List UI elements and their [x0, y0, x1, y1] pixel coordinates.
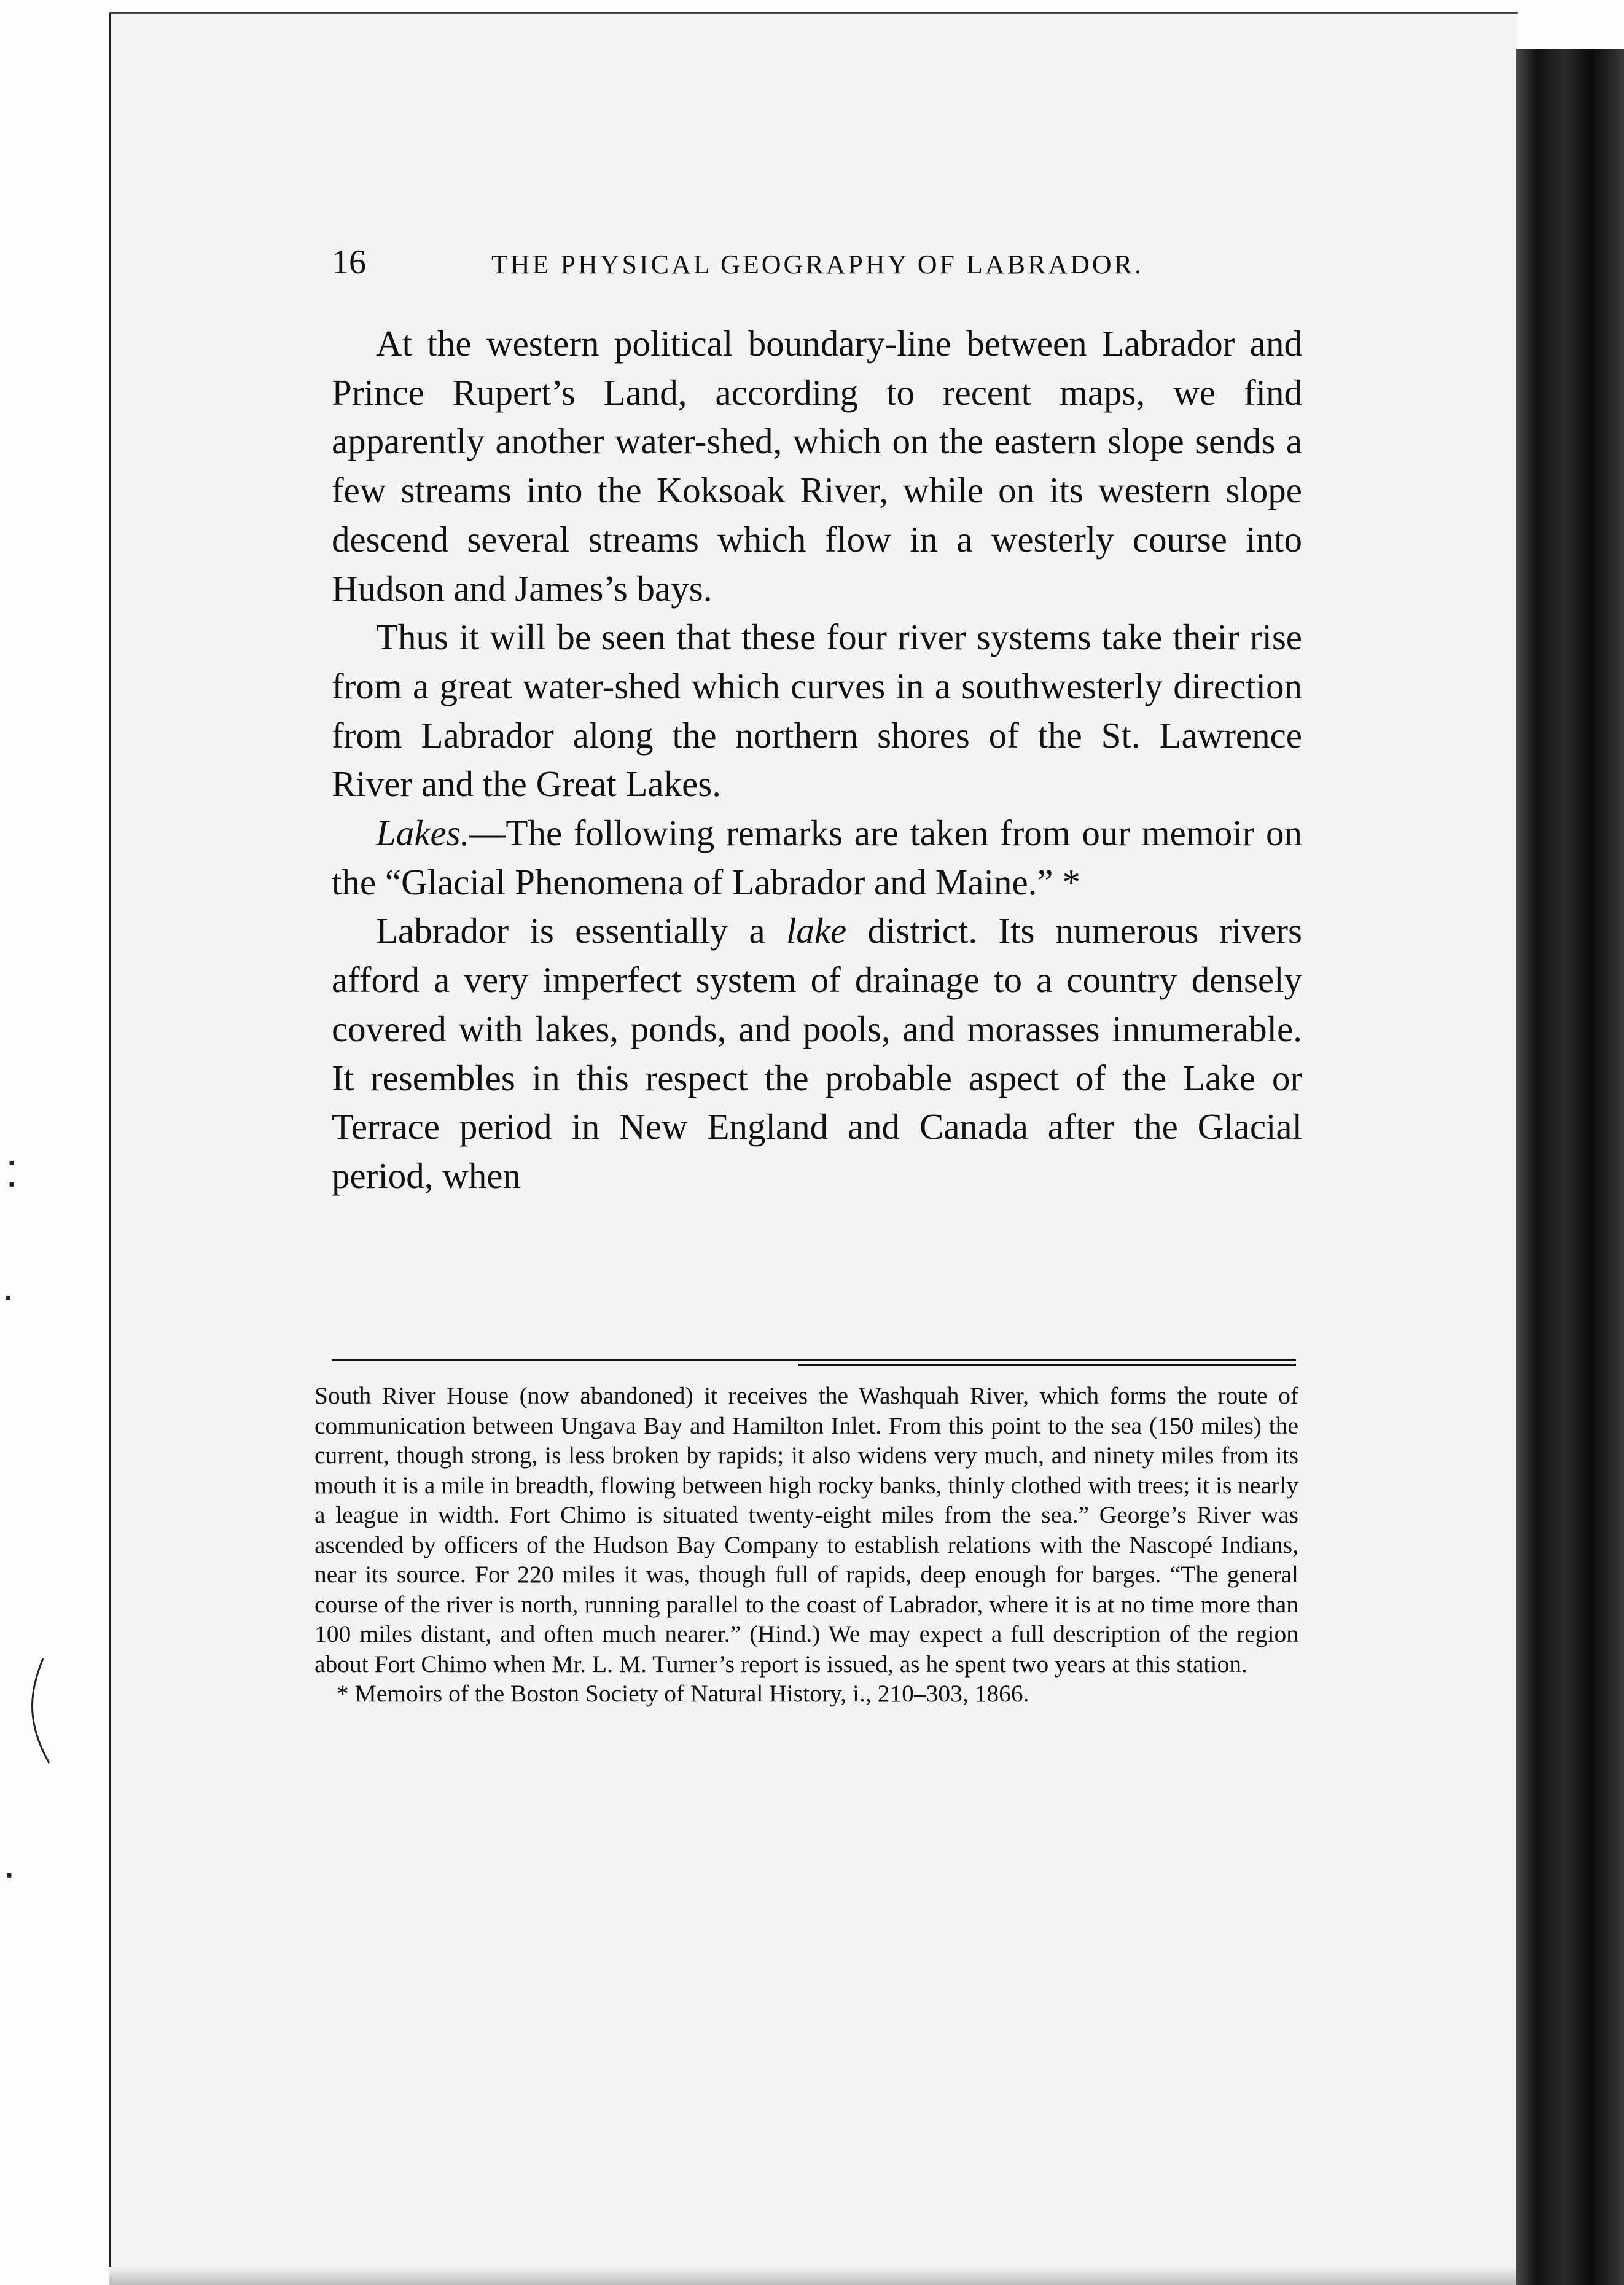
footnotes — [314, 1381, 1298, 1709]
paragraph: At the western political boundary-line between Labrador and Prince Rupert’s Land, according to recent maps, we find apparently another water-shed, which on the eastern slope sends a few streams into the Koksoak River, while on its western slope descend several streams which flow in a westerly course into Hudson and James’s bays. — [332, 323, 1302, 609]
footnote-divider — [332, 1359, 1296, 1361]
page-number: 16 — [332, 243, 366, 281]
section-heading-lakes: Lakes. — [376, 813, 470, 854]
footnote-continued: South River House (now abandoned) it receives the Washquah River, which forms the route of communication between Ungava Bay and Hamilton Inlet. From this point to the sea (150 miles) the current, though strong, is less broken by rapids; it also widens very much, and ninety miles from its mouth it is a mile in breadth, flowing between high rocky banks, thinly clothed with trees; it is nearly a league in width. Fort Chimo is situated twenty-eight miles from the sea.” George’s River was ascended by officers of the Hudson Bay Company to establish relations with the Nascopé Indians, near its source. For 220 miles it was, though full of rapids, deep enough for barges. “The general course of the river is north, running parallel to the coast of Labrador, where it is at no time more than 100 miles distant, and often much nearer.” (Hind.) We may expect a full description of the region about Fort Chimo when Mr. L. M. Turner’s report is issued, as he spent two years at this station. — [314, 1382, 1298, 1678]
running-title: THE PHYSICAL GEOGRAPHY OF LABRADOR. — [491, 249, 1144, 279]
paragraph-lakes — [332, 809, 1302, 907]
paragraph-text: Labrador is essentially a — [376, 910, 786, 951]
scan-speck: ▪ — [5, 1289, 11, 1308]
page-bottom-edge — [109, 2267, 1516, 2285]
paragraph — [332, 907, 1302, 1200]
scan-scratch-mark — [18, 1652, 61, 1775]
running-head — [332, 243, 1314, 286]
main-text — [332, 319, 1302, 1201]
scan-speck: ▪ — [9, 1175, 15, 1194]
paragraph-text: —The following remarks are taken from our memoir on the “Glacial Phenomena of Labrador and Maine.” * — [332, 813, 1302, 902]
paragraph-text: district. Its numerous rivers afford a very imperfect system of drainage to a country densely covered with lakes, ponds, and pools, and morasses innumerable. It resembles in this respect the probable aspect of the Lake or Terrace period in New England and Canada after the Glacial period, when — [332, 910, 1302, 1196]
paragraph — [332, 613, 1302, 809]
emphasis-lake: lake — [786, 910, 847, 951]
book-gutter-shadow — [1516, 49, 1624, 2285]
footnote-memoirs: * Memoirs of the Boston Society of Natural History, i., 210–303, 1866. — [337, 1680, 1029, 1707]
scan-speck: ▪ — [9, 1154, 15, 1173]
paragraph-text: Thus it will be seen that these four river systems take their rise from a great water-shed which curves in a southwesterly direction from Labrador along the northern shores of the St. Lawrence River and the Great Lakes. — [332, 617, 1302, 805]
scan-speck: ▪ — [6, 1866, 12, 1885]
